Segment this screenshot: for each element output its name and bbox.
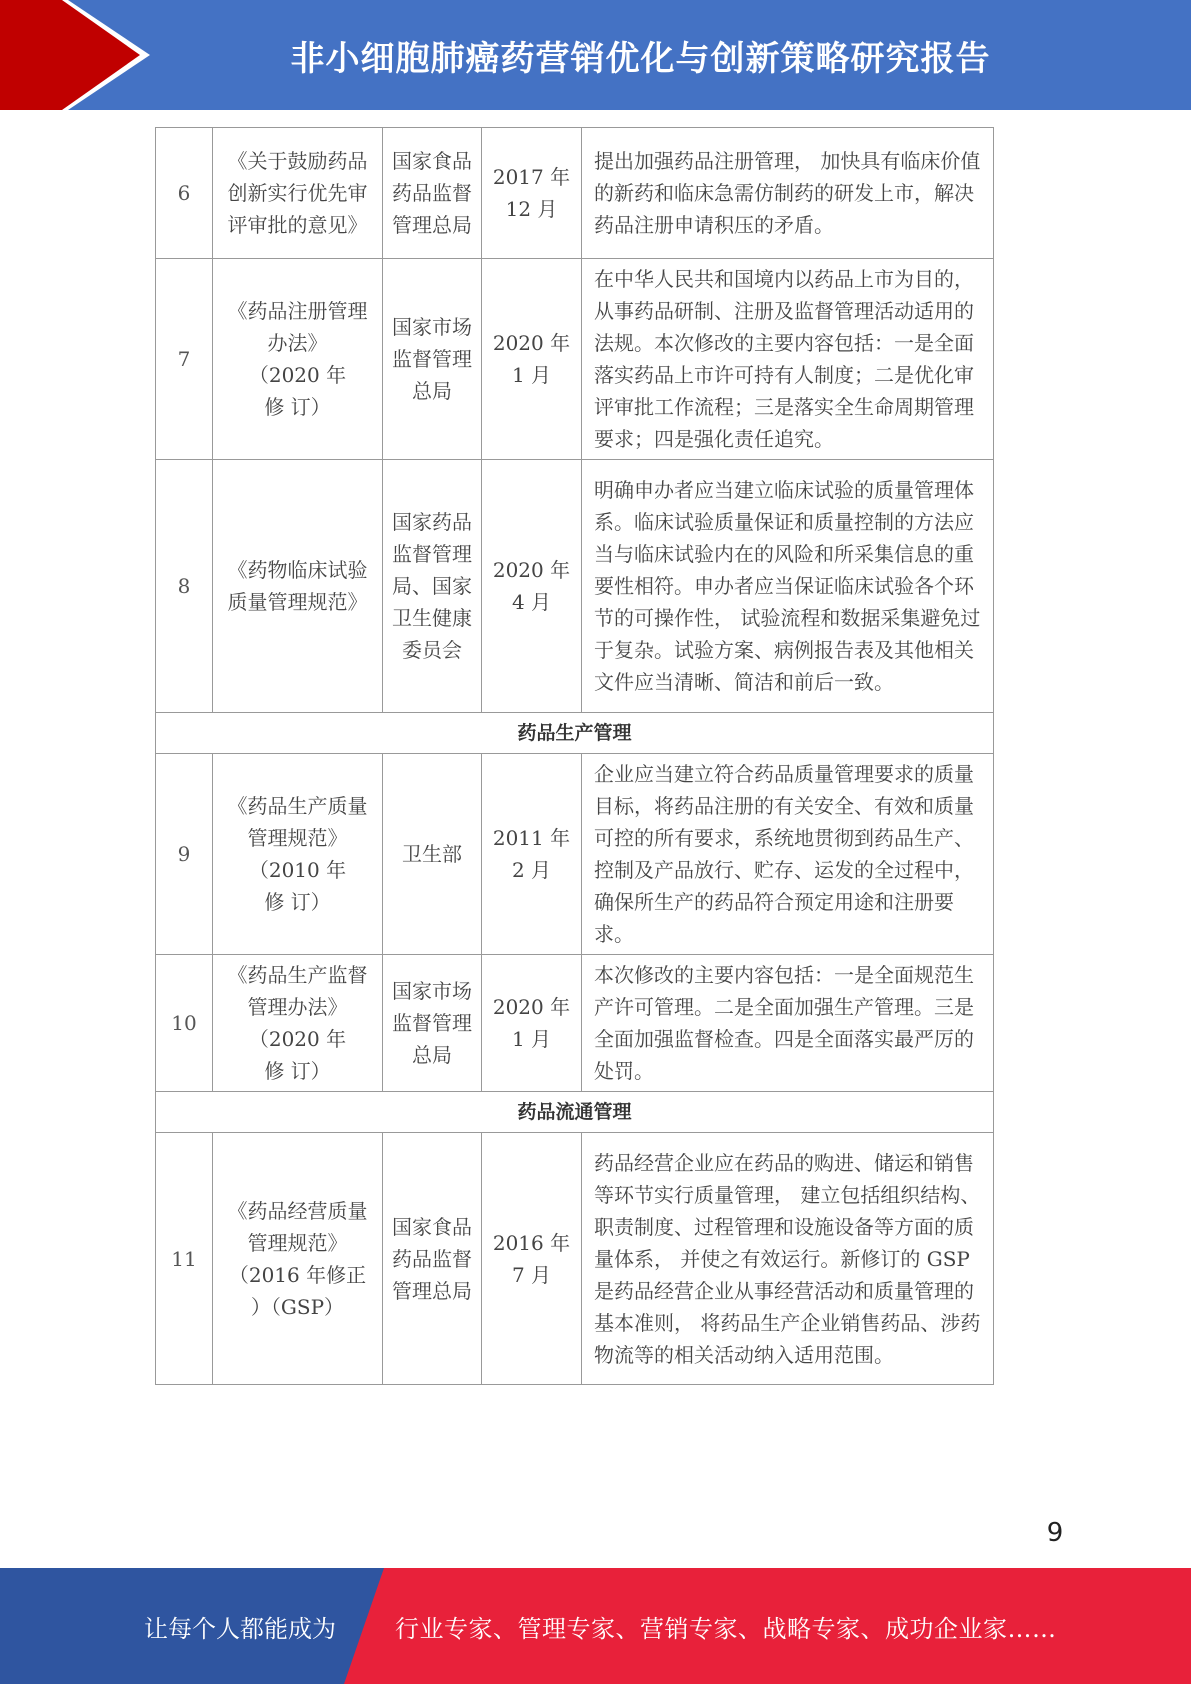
regulation-description: 在中华人民共和国境内以药品上市为目的，从事药品研制、注册及监督管理活动适用的法规。本次修改的主要内容包括：一是全面落实药品上市许可持有人制度；二是优化审评审批工作流程；三是落实全生命周期管理要求；四是强化责任追究。 xyxy=(582,259,994,460)
issuing-authority: 国家食品药品监督管理总局 xyxy=(383,128,482,259)
report-title: 非小细胞肺癌药营销优化与创新策略研究报告 xyxy=(290,38,991,79)
regulation-description: 药品经营企业应在药品的购进、储运和销售等环节实行质量管理， 建立包括组织结构、职责制度、过程管理和设施设备等方面的质量体系， 并使之有效运行。新修订的 GSP 是药品经营企业从事经营活动和质量管理的基本准则， 将药品生产企业销售药品、涉药物流等的相关活动纳入适用范围。 xyxy=(582,1133,994,1385)
policy-table xyxy=(155,127,994,1385)
row-number: 9 xyxy=(156,754,213,955)
regulation-description: 本次修改的主要内容包括：一是全面规范生产许可管理。二是全面加强生产管理。三是全面加强监督检查。四是全面落实最严厉的处罚。 xyxy=(582,955,994,1092)
issue-date: 2016 年 7 月 xyxy=(482,1133,582,1385)
footer-slogan-right: 行业专家、管理专家、营销专家、战略专家、成功企业家…… xyxy=(395,1614,1057,1643)
header-red-chevron-icon xyxy=(0,0,150,110)
issuing-authority: 国家食品药品监督管理总局 xyxy=(383,1133,482,1385)
row-number: 10 xyxy=(156,955,213,1092)
issue-date: 2020 年 4 月 xyxy=(482,460,582,713)
regulation-name: 《药物临床试验质量管理规范》 xyxy=(213,460,383,713)
issuing-authority: 卫生部 xyxy=(383,754,482,955)
table-row xyxy=(156,754,994,955)
regulation-name: 《药品注册管理办法》 （2020 年 修 订） xyxy=(213,259,383,460)
regulation-name: 《药品生产监督管理办法》 （2020 年 修 订） xyxy=(213,955,383,1092)
section-title-production: 药品生产管理 xyxy=(156,713,994,754)
footer-slogan-left: 让每个人都能成为 xyxy=(144,1614,336,1643)
issue-date: 2017 年 12 月 xyxy=(482,128,582,259)
table-row xyxy=(156,259,994,460)
issue-date: 2011 年 2 月 xyxy=(482,754,582,955)
section-header-row xyxy=(156,1092,994,1133)
page-header xyxy=(0,0,1191,110)
regulation-name: 《关于鼓励药品创新实行优先审评审批的意见》 xyxy=(213,128,383,259)
table-row xyxy=(156,955,994,1092)
regulation-name: 《药品生产质量管理规范》 （2010 年 修 订） xyxy=(213,754,383,955)
regulation-description: 企业应当建立符合药品质量管理要求的质量目标，将药品注册的有关安全、有效和质量可控的所有要求，系统地贯彻到药品生产、控制及产品放行、贮存、运发的全过程中，确保所生产的药品符合预定用途和注册要求。 xyxy=(582,754,994,955)
table-row xyxy=(156,1133,994,1385)
issuing-authority: 国家市场监督管理总局 xyxy=(383,259,482,460)
table-row xyxy=(156,460,994,713)
section-header-row xyxy=(156,713,994,754)
issuing-authority: 国家药品监督管理局、国家卫生健康委员会 xyxy=(383,460,482,713)
section-title-circulation: 药品流通管理 xyxy=(156,1092,994,1133)
regulation-name: 《药品经营质量管理规范》 （2016 年修正 ）（GSP） xyxy=(213,1133,383,1385)
regulation-description: 明确申办者应当建立临床试验的质量管理体系。临床试验质量保证和质量控制的方法应当与临床试验内在的风险和所采集信息的重要性相符。申办者应当保证临床试验各个环节的可操作性， 试验流程和数据采集避免过于复杂。试验方案、病例报告表及其他相关文件应当清晰、简洁和前后一致。 xyxy=(582,460,994,713)
row-number: 6 xyxy=(156,128,213,259)
row-number: 11 xyxy=(156,1133,213,1385)
page-number: 9 xyxy=(1046,1518,1064,1548)
row-number: 8 xyxy=(156,460,213,713)
row-number: 7 xyxy=(156,259,213,460)
regulation-description: 提出加强药品注册管理， 加快具有临床价值的新药和临床急需仿制药的研发上市，解决药品注册申请积压的矛盾。 xyxy=(582,128,994,259)
issue-date: 2020 年 1 月 xyxy=(482,259,582,460)
issue-date: 2020 年 1 月 xyxy=(482,955,582,1092)
table-row xyxy=(156,128,994,259)
issuing-authority: 国家市场监督管理总局 xyxy=(383,955,482,1092)
page-footer xyxy=(0,1568,1191,1684)
